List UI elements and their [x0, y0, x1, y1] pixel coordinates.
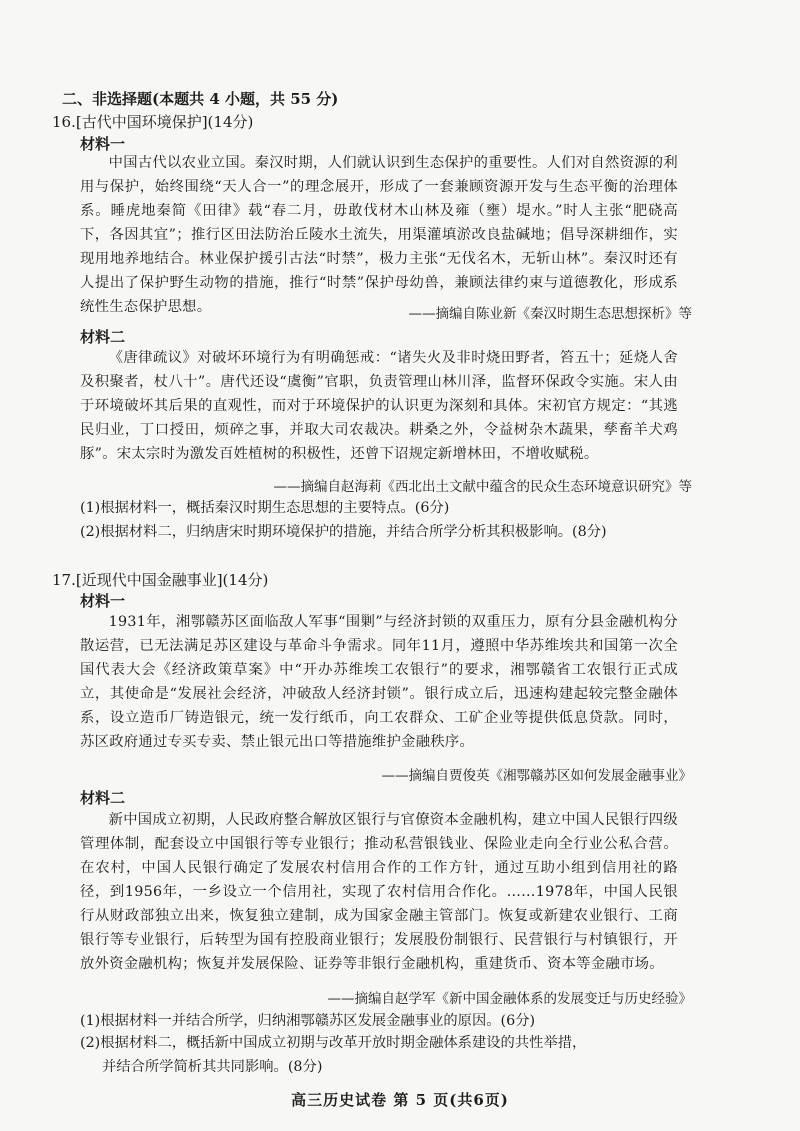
section-header: 二、非选择题(本题共 4 小题，共 55 分)	[62, 90, 339, 108]
q17-material-2-label: 材料二	[80, 789, 126, 807]
q16-material-1-source: ——摘编自陈业新《秦汉时期生态思想探析》等	[408, 306, 692, 322]
q17-subquestion-1: (1)根据材料一并结合所学，归纳湘鄂赣苏区发展金融事业的原因。(6分)	[80, 1013, 536, 1029]
q16-material-1-label: 材料一	[80, 135, 126, 153]
q16-subquestion-2: (2)根据材料二，归纳唐宋时期环境保护的措施，并结合所学分析其积极影响。(8分)	[80, 524, 607, 540]
page-footer: 高三历史试卷 第 5 页(共6页)	[291, 1091, 509, 1109]
q17-subquestion-2-line-1: (2)根据材料二，概括新中国成立初期与改革开放时期金融体系建设的共性举措，	[80, 1035, 587, 1051]
q16-material-2-label: 材料二	[80, 328, 126, 346]
q17-subquestion-2-line-2: 并结合所学简析其共同影响。(8分)	[102, 1059, 323, 1075]
q16-material-2-source: ——摘编自赵海莉《西北出土文献中蕴含的民众生态环境意识研究》等	[273, 479, 692, 495]
q16-subquestion-1: (1)根据材料一，概括秦汉时期生态思想的主要特点。(6分)	[80, 500, 450, 516]
q17-subquestion-2	[80, 1031, 680, 1079]
q16-material-1-text: 中国古代以农业立国。秦汉时期，人们就认识到生态保护的重要性。人们对自然资源的利用与保护，始终围绕“天人合一”的理念展开，形成了一套兼顾资源开发与生态平衡的治理体系。睡虎地秦简《田律》载“春二月，毋敢伐材木山林及雍（壅）堤水。”时人主张“肥硗高下，各因其宜”；推行区田法防治丘陵水土流失，用渠灌填淤改良盐碱地；倡导深耕细作，实现用地养地结合。林业保护援引古法“时禁”，极力主张“无伐名木，无斩山林”。秦汉时还有人提出了保护野生动物的措施，推行“时禁”保护母幼兽，兼顾法律约束与道德教化，形成系统性生态保护思想。	[80, 155, 678, 315]
q17-material-2-text: 新中国成立初期，人民政府整合解放区银行与官僚资本金融机构，建立中国人民银行四级管理体制，配套设立中国银行等专业银行；推动私营银钱业、保险业走向全行业公私合营。在农村，中国人民银行确定了发展农村信用合作的工作方针，通过互助小组到信用社的路径，到1956年，一乡设立一个信用社，实现了农村信用合作化。……1978年，中国人民银行从财政部独立出来，恢复独立建制，成为国家金融主管部门。恢复或新建农业银行、工商银行等专业银行，后转型为国有控股商业银行；发展股份制银行、民营银行与村镇银行，开放外资金融机构；恢复并发展保险、证券等非银行金融机构，重建货币、资本等金融市场。	[80, 812, 678, 972]
question-17-title: 17.[近现代中国金融事业](14分)	[52, 571, 269, 589]
q17-material-2-source: ——摘编自赵学军《新中国金融体系的发展变迁与历史经验》	[327, 991, 692, 1007]
q17-material-1-source: ——摘编自贾俊英《湘鄂赣苏区如何发展金融事业》	[381, 768, 692, 784]
question-16-title: 16.[古代中国环境保护](14分)	[52, 113, 254, 131]
q17-material-1-text: 1931年，湘鄂赣苏区面临敌人军事“围剿”与经济封锁的双重压力，原有分县金融机构分散运营，已无法满足苏区建设与革命斗争需求。同年11月，遵照中华苏维埃共和国第一次全国代表大会《经济政策草案》中“开办苏维埃工农银行”的要求，湘鄂赣省工农银行正式成立，其使命是“发展社会经济，冲破敌人经济封锁”。银行成立后，迅速构建起较完整金融体系，设立造币厂铸造银元，统一发行纸币，向工农群众、工矿企业等提供低息贷款。同时，苏区政府通过专买专卖、禁止银元出口等措施维护金融秩序。	[80, 614, 678, 750]
q17-material-1-label: 材料一	[80, 592, 126, 610]
q16-material-2-text: 《唐律疏议》对破坏环境行为有明确惩戒：“诸失火及非时烧田野者，笞五十；延烧人舍及积聚者，杖八十”。唐代还设“虞衡”官职，负责管理山林川泽，监督环保政令实施。宋人由于环境破坏其后果的直观性，而对于环境保护的认识更为深刻和具体。宋初官方规定：“其逃民归业，丁口授田，烦碎之事，并取大司农裁决。耕桑之外，令益树杂木蔬果，孳畜羊犬鸡豚”。宋太宗时为激发百姓植树的积极性，还曾下诏规定新增林田，不增收赋税。	[80, 350, 678, 462]
